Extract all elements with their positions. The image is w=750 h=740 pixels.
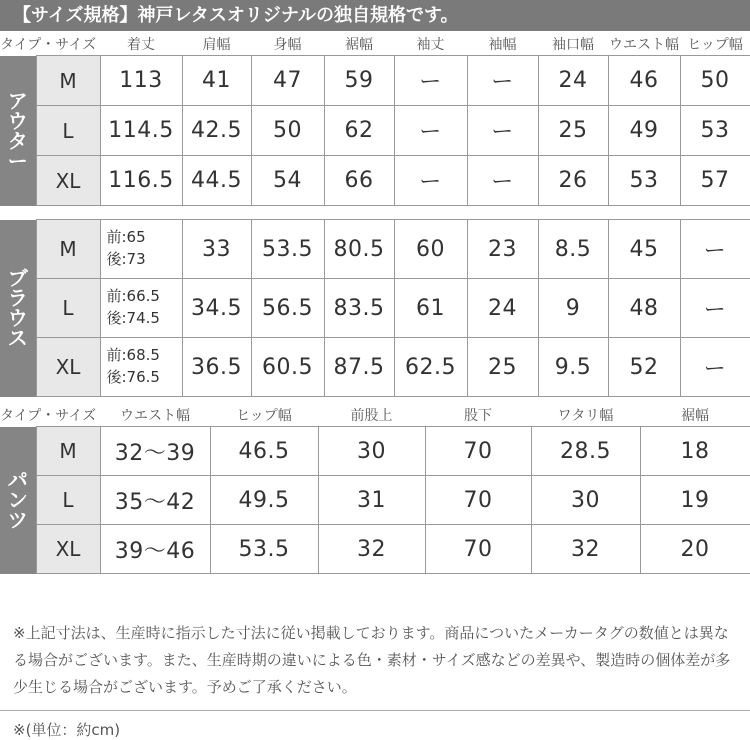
header-col: 肩幅 [202, 37, 231, 53]
value-cell: 20 [640, 525, 750, 574]
value-cell: 39〜46 [100, 525, 210, 574]
value-cell: 18 [640, 427, 750, 476]
table-row [0, 156, 750, 206]
size-cell: M [36, 427, 100, 476]
value-cell: 45 [608, 220, 680, 279]
value-cell: 46 [608, 56, 680, 106]
value-cell: 80.5 [324, 220, 394, 279]
value-cell: ー [394, 106, 467, 156]
header-col: ヒップ幅 [687, 37, 743, 53]
category-outer: ア ウ タ ー [0, 56, 36, 206]
value-cell: 19 [640, 476, 750, 525]
table-row [0, 220, 750, 279]
size-cell: M [36, 220, 100, 279]
header-col: ヒップ幅 [236, 408, 292, 424]
header-col: 袖丈 [416, 37, 445, 53]
value-cell: ー [680, 338, 750, 397]
length-front-back-cell [100, 279, 182, 338]
size-cell: L [36, 106, 100, 156]
category-pants: パ ン ツ [0, 427, 36, 574]
length-front-back-cell [100, 338, 182, 397]
value-cell: 36.5 [182, 338, 251, 397]
value-cell: 70 [425, 525, 531, 574]
front-length: 前:65 [106, 228, 146, 247]
table-row [0, 106, 750, 156]
header-type-size: タイプ・サイズ [0, 37, 97, 53]
value-cell: 44.5 [182, 156, 251, 206]
header-col: 裾幅 [345, 37, 373, 53]
header-col: 着丈 [127, 37, 155, 53]
value-cell: 54 [251, 156, 324, 206]
value-cell: ー [394, 56, 467, 106]
value-cell: 114.5 [100, 106, 182, 156]
value-cell: 25 [538, 106, 608, 156]
back-length: 後:74.5 [106, 309, 160, 327]
value-cell: 28.5 [531, 427, 640, 476]
size-cell: M [36, 56, 100, 106]
value-cell: 83.5 [324, 279, 394, 338]
value-cell: 24 [538, 56, 608, 106]
value-cell: 24 [467, 279, 538, 338]
value-cell: ー [680, 279, 750, 338]
value-cell: 50 [680, 56, 750, 106]
header-col: 裾幅 [681, 408, 709, 424]
value-cell: 42.5 [182, 106, 251, 156]
unit-note: ※(単位：約cm) [0, 710, 750, 740]
header-type-size: タイプ・サイズ [0, 408, 97, 424]
value-cell: 49 [608, 106, 680, 156]
table-row [0, 476, 750, 525]
length-front-back-cell [100, 220, 182, 279]
size-cell: XL [36, 156, 100, 206]
size-cell: XL [36, 338, 100, 397]
value-cell: ー [394, 156, 467, 206]
value-cell: 53.5 [210, 525, 318, 574]
value-cell: 9 [538, 279, 608, 338]
value-cell: 116.5 [100, 156, 182, 206]
page-banner: 【サイズ規格】神戸レタスオリジナルの独自規格です。 [0, 0, 750, 31]
header-col: 袖口幅 [552, 37, 594, 53]
header-col: ウエスト幅 [120, 408, 190, 424]
value-cell: 8.5 [538, 220, 608, 279]
value-cell: 56.5 [251, 279, 324, 338]
value-cell: 57 [680, 156, 750, 206]
value-cell: 30 [318, 427, 425, 476]
value-cell: 41 [182, 56, 251, 106]
value-cell: 53.5 [251, 220, 324, 279]
value-cell: 48 [608, 279, 680, 338]
front-length: 前:68.5 [106, 346, 160, 365]
value-cell: 87.5 [324, 338, 394, 397]
back-length: 後:73 [106, 250, 146, 268]
size-cell: L [36, 476, 100, 525]
value-cell: 53 [680, 106, 750, 156]
value-cell: 35〜42 [100, 476, 210, 525]
value-cell: 49.5 [210, 476, 318, 525]
notes-text: ※上記寸法は、生産時に指示した寸法に従い掲載しております。商品についたメーカータグの数値とは異なる場合がございます。また、生産時期の違いによる色・素材・サイズ感などの差異や、製造時の個体差が多少生じる場合がございます。予めご了承ください。 [13, 624, 731, 696]
value-cell: 30 [531, 476, 640, 525]
value-cell: 62.5 [394, 338, 467, 397]
value-cell: 31 [318, 476, 425, 525]
front-length: 前:66.5 [106, 287, 160, 306]
top-header-row [0, 33, 750, 56]
value-cell: 53 [608, 156, 680, 206]
pants-header-row [0, 404, 750, 427]
table-row [0, 338, 750, 397]
value-cell: 60 [394, 220, 467, 279]
value-cell: 70 [425, 427, 531, 476]
table-row [0, 56, 750, 106]
value-cell: ー [467, 156, 538, 206]
pants-size-table [0, 404, 750, 574]
value-cell: 46.5 [210, 427, 318, 476]
size-cell: L [36, 279, 100, 338]
value-cell: 50 [251, 106, 324, 156]
header-col: 前股上 [350, 408, 393, 424]
value-cell: 47 [251, 56, 324, 106]
header-col: 袖幅 [488, 37, 517, 53]
value-cell: 60.5 [251, 338, 324, 397]
value-cell: 23 [467, 220, 538, 279]
value-cell: ー [467, 56, 538, 106]
value-cell: ー [680, 220, 750, 279]
value-cell: 52 [608, 338, 680, 397]
value-cell: 9.5 [538, 338, 608, 397]
category-blouse: ブ ラ ウ ス [0, 220, 36, 397]
value-cell: 66 [324, 156, 394, 206]
value-cell: 113 [100, 56, 182, 106]
value-cell: 70 [425, 476, 531, 525]
value-cell: 61 [394, 279, 467, 338]
value-cell: 25 [467, 338, 538, 397]
value-cell: 34.5 [182, 279, 251, 338]
header-col: ウエスト幅 [609, 37, 679, 53]
value-cell: 26 [538, 156, 608, 206]
table-row [0, 427, 750, 476]
value-cell: ー [467, 106, 538, 156]
top-size-table [0, 33, 750, 397]
table-row [0, 279, 750, 338]
value-cell: 32〜39 [100, 427, 210, 476]
value-cell: 59 [324, 56, 394, 106]
header-col: 身幅 [273, 37, 302, 53]
back-length: 後:76.5 [106, 368, 160, 386]
value-cell: 32 [531, 525, 640, 574]
value-cell: 62 [324, 106, 394, 156]
value-cell: 32 [318, 525, 425, 574]
size-cell: XL [36, 525, 100, 574]
table-row [0, 525, 750, 574]
value-cell: 33 [182, 220, 251, 279]
header-col: 股下 [464, 408, 492, 424]
header-col: ワタリ幅 [557, 408, 614, 424]
